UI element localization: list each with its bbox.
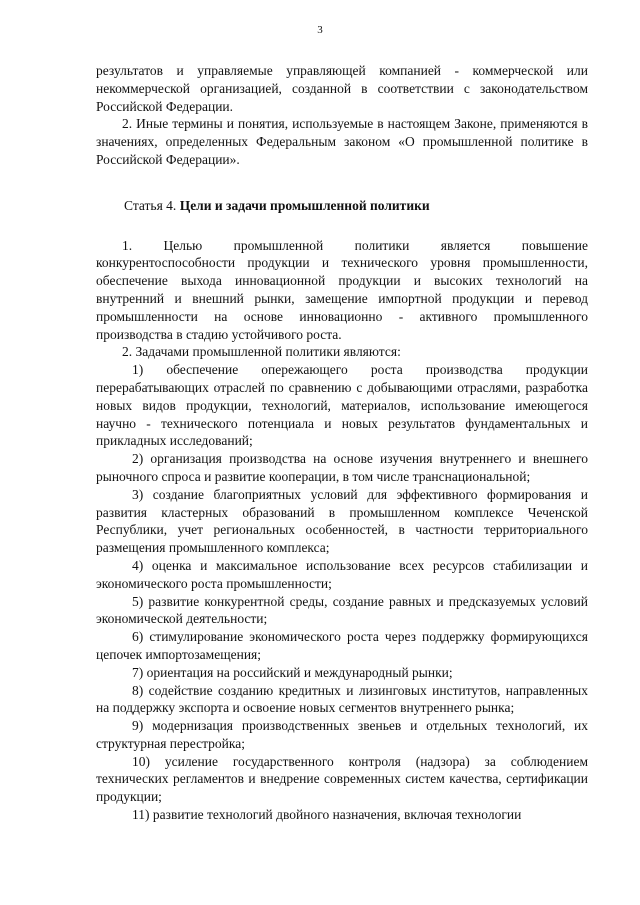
task-item-8: 8) содействие созданию кредитных и лизинговых институтов, направленных на поддержку экспорта и освоение новых сегментов внутреннего рынка; [96,682,588,716]
tasks-intro-paragraph: 2. Задачами промышленной политики являются: [122,344,401,360]
document-body [96,62,588,824]
article-label: Статья 4. [124,197,180,213]
task-item-9: 9) модернизация производственных звеньев и отдельных технологий, их структурная перестройка; [96,718,588,751]
task-item-10: 10) усиление государственного контроля (надзора) за соблюдением технических регламентов и внедрение современных систем качества, сертификации продукции; [96,753,588,805]
intro-paragraph-continuation: результатов и управляемые управляющей компанией - коммерческой или некоммерческой организацией, созданной в соответствии с законодательством Российской Федерации. [96,63,588,114]
task-item-7: 7) ориентация на российский и международный рынки; [132,664,453,680]
task-item-6: 6) стимулирование экономического роста через поддержку формирующихся цепочек импортозамещения; [96,629,588,662]
task-item-4: 4) оценка и максимальное использование всех ресурсов стабилизации и экономического роста промышленности; [96,557,588,591]
task-item-11: 11) развитие технологий двойного назначения, включая технологии [132,807,522,823]
page-number: 3 [317,24,323,36]
article-heading [96,197,588,215]
task-item-5: 5) развитие конкурентной среды, создание равных и предсказуемых условий экономической деятельности; [96,593,588,627]
article-title: Цели и задачи промышленной политики [179,197,430,213]
intro-paragraph-terms: 2. Иные термины и понятия, используемые в настоящем Законе, применяются в значениях, определенных Федеральным законом «О промышленной политике в Российской Федерации». [96,116,588,167]
task-item-2: 2) организация производства на основе изучения внутреннего и внешнего рыночного спроса и развитие кооперации, в том числе транснациональной; [96,451,588,484]
goal-paragraph: 1. Целью промышленной политики является повышение конкурентоспособности продукции и технического уровня промышленности, обеспечение выхода инновационной продукции и высоких технологий на внутренний и внешний рынки, замещение импортной продукции и перевод промышленности на основе инновационно - активного промышленного производства в стадию устойчивого роста. [96,237,588,342]
task-item-3: 3) создание благоприятных условий для эффективного формирования и развития кластерных образований в промышленном комплексе Чеченской Республики, учет региональных особенностей, в частности территориального размещения промышленного комплекса; [96,486,588,556]
task-item-1: 1) обеспечение опережающего роста производства продукции перерабатывающих отраслей по сравнению с добывающими отраслями, разработка новых видов продукции, технологий, материалов, использование имеющегося научно - технического потенциала и новых результатов фундаментальных и прикладных исследований; [96,362,588,449]
